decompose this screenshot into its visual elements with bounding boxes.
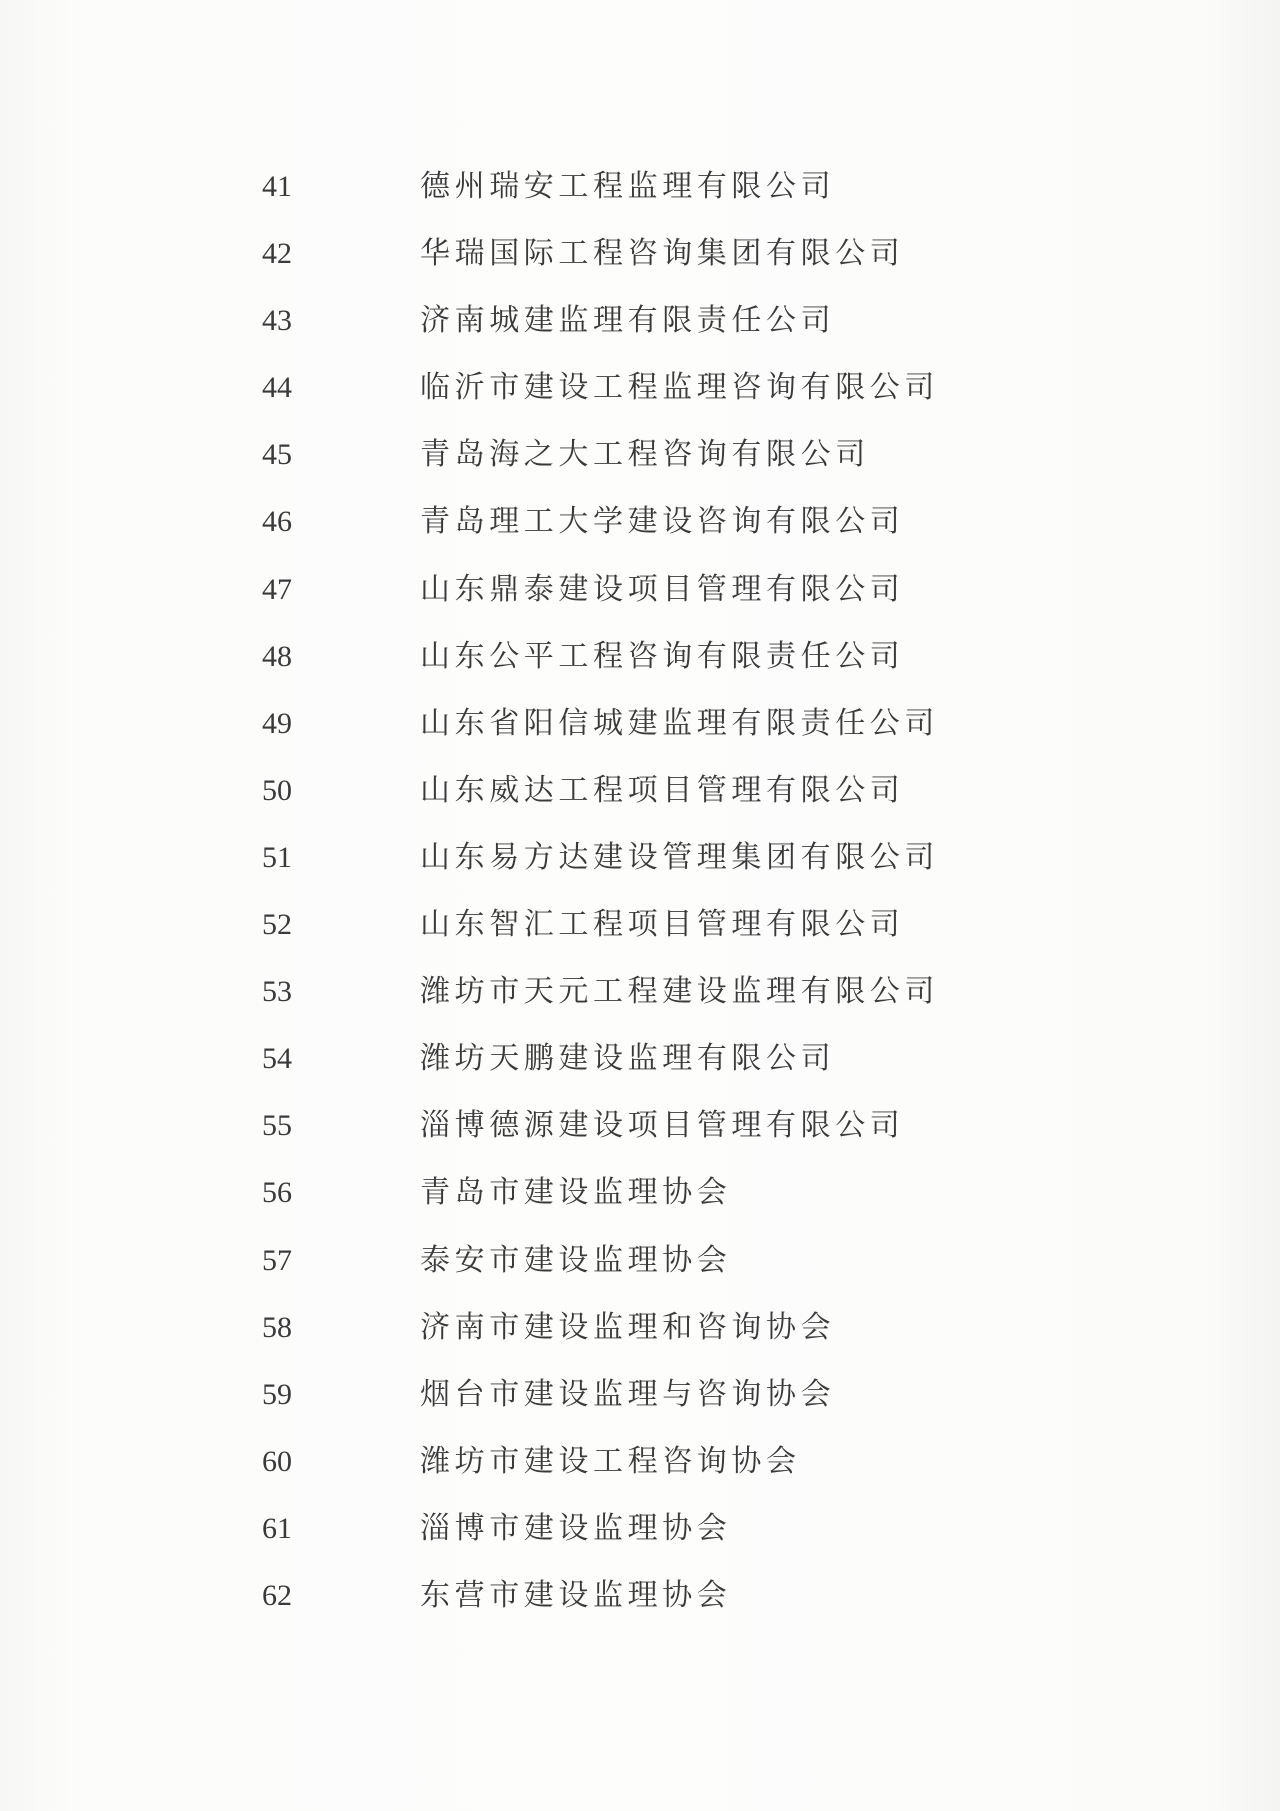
item-number: 46 <box>262 505 292 539</box>
item-name: 潍坊天鹏建设监理有限公司 <box>420 1041 836 1077</box>
item-name: 淄博德源建设项目管理有限公司 <box>420 1108 905 1144</box>
list-item <box>0 289 1280 356</box>
list-item <box>0 1229 1280 1296</box>
list-item <box>0 1094 1280 1161</box>
item-number: 44 <box>262 371 292 405</box>
list-item <box>0 356 1280 423</box>
item-name: 青岛市建设监理协会 <box>420 1175 732 1211</box>
organization-list <box>0 155 1280 1631</box>
list-item <box>0 1296 1280 1363</box>
list-item <box>0 826 1280 893</box>
item-name: 德州瑞安工程监理有限公司 <box>420 169 836 204</box>
item-number: 60 <box>262 1444 292 1478</box>
item-number: 56 <box>262 1176 292 1210</box>
item-name: 济南市建设监理和咨询协会 <box>420 1309 836 1345</box>
list-item <box>0 558 1280 625</box>
item-number: 57 <box>262 1243 292 1277</box>
item-name: 临沂市建设工程监理咨询有限公司 <box>420 370 939 406</box>
item-name: 潍坊市天元工程建设监理有限公司 <box>420 974 939 1010</box>
item-number: 48 <box>262 639 292 673</box>
list-item <box>0 1027 1280 1094</box>
item-name: 华瑞国际工程咨询集团有限公司 <box>420 236 905 272</box>
item-name: 青岛海之大工程咨询有限公司 <box>420 437 870 473</box>
item-number: 50 <box>262 773 292 807</box>
list-item <box>0 222 1280 289</box>
list-item <box>0 490 1280 557</box>
item-number: 49 <box>262 706 292 740</box>
item-number: 54 <box>262 1042 292 1076</box>
item-name: 山东鼎泰建设项目管理有限公司 <box>420 571 905 607</box>
item-number: 55 <box>262 1109 292 1143</box>
item-name: 山东易方达建设管理集团有限公司 <box>420 839 939 875</box>
list-item <box>0 625 1280 692</box>
item-number: 52 <box>262 908 292 942</box>
item-name: 烟台市建设监理与咨询协会 <box>420 1376 836 1412</box>
list-item <box>0 1363 1280 1430</box>
list-item <box>0 1564 1280 1631</box>
list-item <box>0 692 1280 759</box>
list-item <box>0 1161 1280 1228</box>
list-item <box>0 423 1280 490</box>
item-number: 61 <box>262 1511 292 1545</box>
item-name: 山东公平工程咨询有限责任公司 <box>420 638 905 674</box>
item-number: 47 <box>262 572 292 606</box>
list-item <box>0 1430 1280 1497</box>
item-name: 青岛理工大学建设咨询有限公司 <box>420 504 905 540</box>
item-number: 41 <box>262 170 292 203</box>
list-item <box>0 1497 1280 1564</box>
item-name: 潍坊市建设工程咨询协会 <box>420 1443 801 1479</box>
item-name: 淄博市建设监理协会 <box>420 1510 732 1546</box>
item-number: 53 <box>262 975 292 1009</box>
item-name: 济南城建监理有限责任公司 <box>420 303 836 339</box>
item-number: 45 <box>262 438 292 472</box>
item-number: 58 <box>262 1310 292 1344</box>
list-item <box>0 759 1280 826</box>
item-number: 59 <box>262 1377 292 1411</box>
list-item <box>0 155 1280 222</box>
item-name: 东营市建设监理协会 <box>420 1577 732 1613</box>
list-item <box>0 893 1280 960</box>
item-number: 42 <box>262 237 292 271</box>
item-name: 山东智汇工程项目管理有限公司 <box>420 907 905 943</box>
item-number: 62 <box>262 1578 292 1612</box>
item-name: 泰安市建设监理协会 <box>420 1242 732 1278</box>
item-number: 51 <box>262 840 292 874</box>
list-item <box>0 960 1280 1027</box>
item-name: 山东威达工程项目管理有限公司 <box>420 772 905 808</box>
item-number: 43 <box>262 304 292 338</box>
item-name: 山东省阳信城建监理有限责任公司 <box>420 705 939 741</box>
